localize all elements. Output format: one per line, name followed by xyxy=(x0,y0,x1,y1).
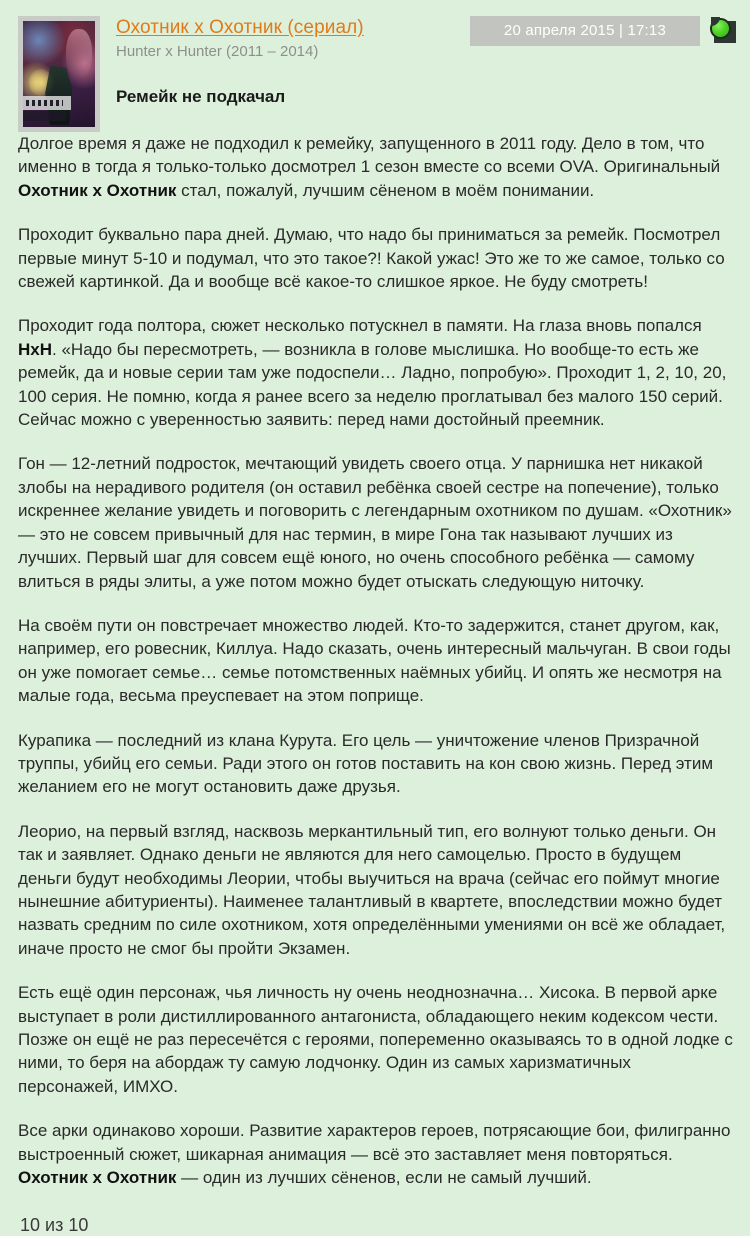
review-paragraph xyxy=(18,452,734,592)
body-text: Курапика — последний из клана Курута. Его цель — уничтожение членов Призрачной труппы, убийц его семьи. Ради этого он готов поставить на кон свою жизнь. Перед этим желанием его не могут остановить даже друзья. xyxy=(18,730,714,797)
green-recycle-icon[interactable] xyxy=(710,18,736,44)
review-paragraph xyxy=(18,614,734,708)
review-paragraph xyxy=(18,981,734,1098)
review-meta xyxy=(470,16,736,46)
review-paragraph xyxy=(18,729,734,799)
review-paragraph-list xyxy=(18,132,734,1189)
review-date-badge: 20 апреля 2015 | 17:13 xyxy=(470,16,700,46)
poster-highlight-right xyxy=(66,29,92,78)
review-paragraph xyxy=(18,1119,734,1189)
body-text: Есть ещё один персонаж, чья личность ну очень неоднозначна… Хисока. В первой арке выступает в роли дистиллированного антагониста, обладающего неким кодексом чести. Позже он ещё не раз пересечётся с героями, попеременно оказываясь то в одной лодке с ними, то беря на абордаж ту самую лодчонку. Один из самых харизматичных персонажей, ИМХО. xyxy=(18,983,733,1096)
review-paragraph xyxy=(18,132,734,202)
emphasis-text: Охотник x Охотник xyxy=(18,1168,177,1188)
body-text: Проходит года полтора, сюжет несколько потускнел в памяти. На глаза вновь попался xyxy=(18,316,702,336)
poster-image xyxy=(23,21,95,127)
emphasis-text: HxH xyxy=(18,339,53,359)
review-paragraph xyxy=(18,820,734,960)
review-body xyxy=(0,132,750,1236)
body-text: Леорио, на первый взгляд, насквозь меркантильный тип, его волнуют только деньги. Он так и заявляет. Однако деньги не являются для него самоцелью. Просто в будущем деньги будут необходимы Леории, чтобы выучиться на врача (сейчас его поймут многие нынешние абитуриенты). Наименее талантливый в квартете, впоследствии можно будет назвать средним по силе охотником, хотя определёнными умениями он всё же обладает, иначе просто не смог бы пройти Экзамен. xyxy=(18,821,726,958)
review-score: 10 из 10 xyxy=(20,1215,89,1236)
series-original-title: Hunter x Hunter (2011 – 2014) xyxy=(116,43,319,60)
body-text: — один из лучших сёненов, если не самый лучший. xyxy=(176,1168,592,1188)
body-text: стал, пожалуй, лучшим сёненом в моём понимании. xyxy=(176,180,595,200)
emphasis-text: Охотник x Охотник xyxy=(18,180,177,200)
body-text: Проходит буквально пара дней. Думаю, что надо бы приниматься за ремейк. Посмотрел первые минут 5-10 и подумал, что это такое?! Какой ужас! Это же то же самое, только со свежей картинкой. Да и вообще всё какое-то слишкое яркое. Не буду смотреть! xyxy=(18,225,725,292)
poster-thumbnail[interactable] xyxy=(18,16,100,132)
review-paragraph xyxy=(18,314,734,431)
review-header xyxy=(0,0,750,132)
review-title: Ремейк не подкачал xyxy=(116,87,286,106)
body-text: На своём пути он повстречает множество людей. Кто-то задержится, станет другом, как, например, его ровесник, Киллуа. Надо сказать, очень интересный мальчуган. В свои годы он уже помогает семье… семье потомственных наёмных убийц. И опять же несмотря на малые года, весьма преуспевает на этом поприще. xyxy=(18,615,731,706)
poster-logo-band xyxy=(23,96,71,110)
body-text: Гон — 12-летний подросток, мечтающий увидеть своего отца. У парнишка нет никакой злобы на нерадивого родителя (он оставил ребёнка своей сестре на попечение), только искреннее желание увидеть и поговорить с легендарным охотником по душам. «Охотник» — это не совсем привычный для нас термин, в мире Гона так называют лучших из лучших. Первый шаг для совсем ещё юного, но очень способного ребёнка — самому влиться в ряды элиты, а уже потом можно будет отыскать следующую ниточку. xyxy=(18,454,732,591)
body-text: . «Надо бы пересмотреть, — возникла в голове мыслишка. Но вообще-то есть же ремейк, да и новые серии там уже подоспели… Ладно, попробую». Проходит 1, 2, 10, 20, 100 серия. Не помню, когда я ранее всего за неделю проглатывал без малого 150 серий. Сейчас можно с уверенностью заявить: перед нами достойный преемник. xyxy=(18,339,727,430)
poster-logo-band-secondary xyxy=(23,111,66,121)
review-paragraph xyxy=(18,223,734,293)
body-text: Долгое время я даже не подходил к ремейку, запущенного в 2011 году. Дело в том, что именно в тогда я только-только досмотрел 1 сезон вместе со всеми OVA. Оригинальный xyxy=(18,134,721,177)
series-title-link[interactable]: Охотник x Охотник (сериал) xyxy=(116,17,364,38)
body-text: Все арки одинаково хороши. Развитие характеров героев, потрясающие бои, филигранно выстроенный сюжет, шикарная анимация — всё это заставляет меня повторяться. xyxy=(18,1121,731,1164)
